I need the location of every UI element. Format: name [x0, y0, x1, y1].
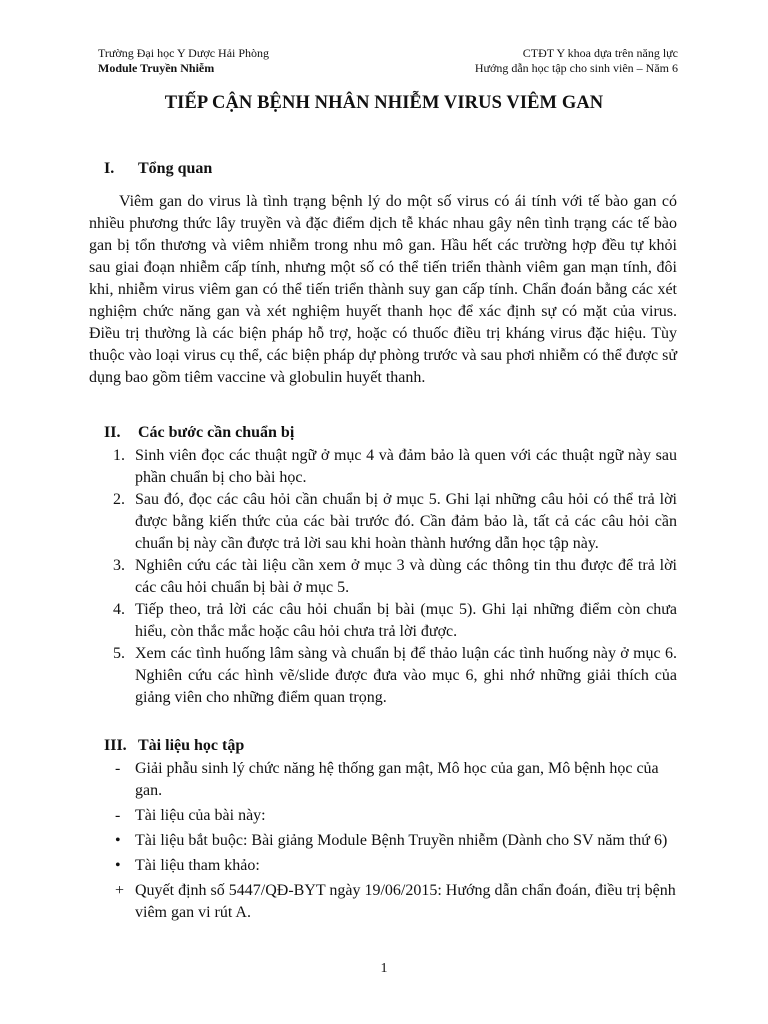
document-title: TIẾP CẬN BỆNH NHÂN NHIỄM VIRUS VIÊM GAN — [164, 93, 604, 113]
list-item: 2. Sau đó, đọc các câu hỏi cần chuẩn bị ở mục 5. Ghi lại những câu hỏi có thể trả lời được bằng kiến thức của các bài trước đó. Cần đảm bảo là, tất cả các câu hỏi cần chuẩn bị này cần được trả lời sau khi hoàn thành hướng dẫn học tập này. — [113, 491, 677, 552]
list-item: + Quyết định số 5447/QĐ-BYT ngày 19/06/2015: Hướng dẫn chẩn đoán, điều trị bệnh viêm gan vi rút A. — [115, 882, 676, 921]
header-module: Module Truyền Nhiễm — [98, 61, 215, 75]
section-1-heading — [104, 160, 212, 178]
section-2-title: Các bước cần chuẩn bị — [138, 424, 295, 441]
section-3-heading — [104, 737, 244, 755]
list-item: 1. Sinh viên đọc các thuật ngữ ở mục 4 và đảm bảo là quen với các thuật ngữ này sau phần chuẩn bị cho bài học. — [113, 447, 677, 486]
header-left — [98, 46, 269, 76]
section-3-number: III. — [104, 737, 127, 754]
list-item: 4. Tiếp theo, trả lời các câu hỏi chuẩn bị bài (mục 5). Ghi lại những điểm còn chưa hiểu, còn thắc mắc hoặc câu hỏi chưa trả lời được. — [113, 601, 677, 640]
list-item: - Tài liệu của bài này: — [115, 807, 266, 824]
list-item: 3. Nghiên cứu các tài liệu cần xem ở mục 3 và dùng các thông tin thu được để trả lời các câu hỏi chuẩn bị bài ở mục 5. — [113, 557, 677, 596]
section-1-paragraph: Viêm gan do virus là tình trạng bệnh lý do một số virus có ái tính với tế bào gan có nhiều phương thức lây truyền và đặc điểm dịch tễ khác nhau gây nên tình trạng các tế bào gan bị tổn thương và viêm nhiễm trong nhu mô gan. Hầu hết các trường hợp đều tự khỏi sau giai đoạn nhiễm cấp tính, nhưng một số có thể tiến triển thành viêm gan mạn tính, đôi khi, nhiễm virus viêm gan có thể tiến triển thành suy gan cấp tính. Chẩn đoán bằng các xét nghiệm chức năng gan và xét nghiệm huyết thanh học để xác định sự có mặt của virus. Điều trị thường là các biện pháp hỗ trợ, hoặc có thuốc điều trị kháng virus đặc hiệu. Tùy thuộc vào loại virus cụ thể, các biện pháp dự phòng trước và sau phơi nhiễm có thể được sử dụng bao gồm tiêm vaccine và globulin huyết thanh. — [89, 193, 677, 386]
header-right — [475, 46, 678, 76]
section-1-title: Tổng quan — [138, 160, 213, 177]
list-item: • Tài liệu bắt buộc: Bài giảng Module Bệnh Truyền nhiễm (Dành cho SV năm thứ 6) — [115, 832, 668, 849]
list-item: • Tài liệu tham khảo: — [115, 857, 260, 874]
section-1-number: I. — [104, 160, 115, 177]
list-item: 5. Xem các tình huống lâm sàng và chuẩn bị để thảo luận các tình huống này ở mục 6. Nghiên cứu các hình vẽ/slide được đưa vào mục 6, ghi nhớ những giải thích của giảng viên cho những điểm quan trọng. — [113, 645, 677, 706]
list-item: - Giải phẫu sinh lý chức năng hệ thống gan mật, Mô học của gan, Mô bệnh học của gan. — [115, 760, 659, 799]
header-school: Trường Đại học Y Dược Hải Phòng — [98, 46, 270, 60]
header-guide: Hướng dẫn học tập cho sinh viên – Năm 6 — [474, 61, 678, 75]
preparation-steps-list — [113, 445, 677, 709]
section-3-title: Tài liệu học tập — [138, 737, 245, 754]
page-number: 1 — [380, 961, 388, 976]
study-materials-list — [113, 758, 683, 924]
header-program: CTĐT Y khoa dựa trên năng lực — [522, 46, 678, 60]
section-2-heading — [104, 424, 294, 442]
section-2-number: II. — [104, 424, 121, 441]
